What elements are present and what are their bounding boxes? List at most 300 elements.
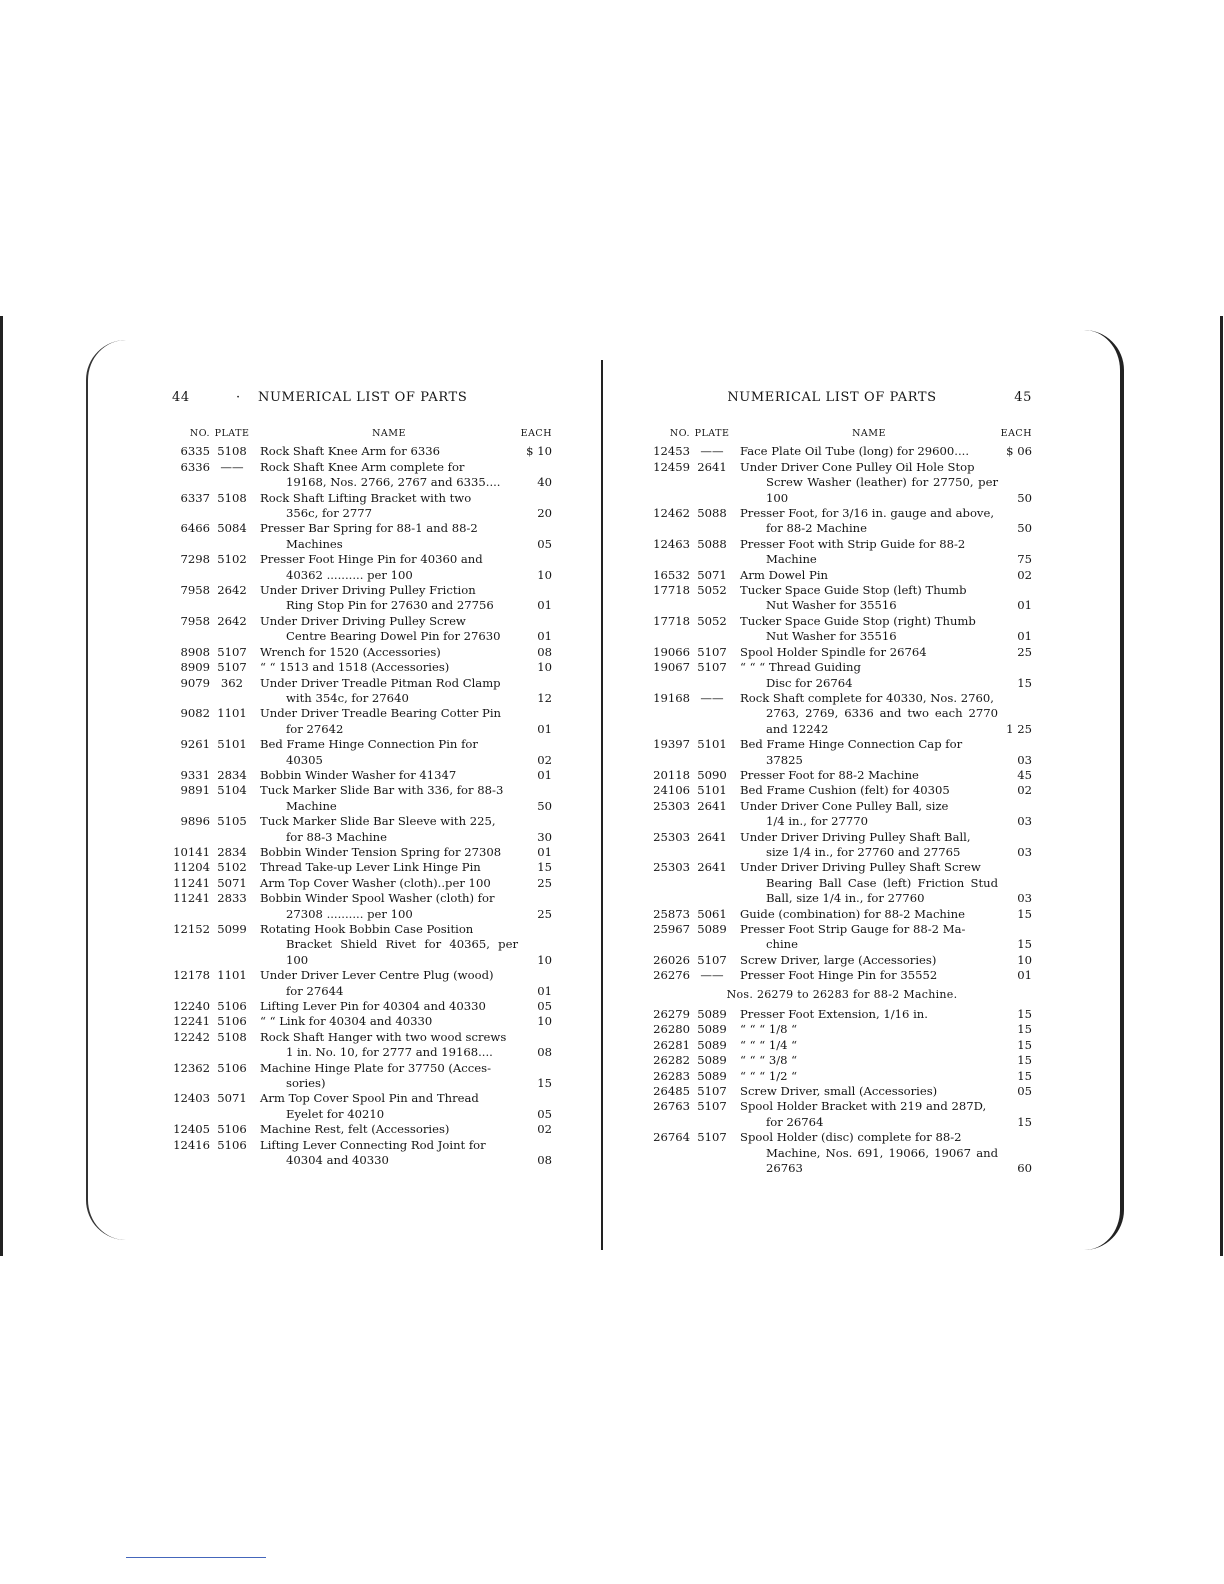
plate-number: 5106 xyxy=(217,1137,247,1152)
part-number: 12242 xyxy=(173,1029,210,1044)
price-each: 10 xyxy=(537,660,552,675)
part-name xyxy=(254,999,518,1014)
table-row xyxy=(652,660,1032,691)
plate-number: 5108 xyxy=(217,1029,247,1044)
part-number: 26764 xyxy=(653,1130,690,1145)
price-each: 1 25 xyxy=(1006,721,1032,736)
part-number: 25967 xyxy=(653,922,690,936)
parts-list-right-extensions xyxy=(652,1007,1032,1176)
part-name-continuation: Screw Washer (leather) for 27750, per 100 xyxy=(766,475,998,505)
page-title: NUMERICAL LIST OF PARTS xyxy=(258,390,468,405)
part-name xyxy=(254,1138,518,1169)
part-name-text: “ “ Link for 40304 and 40330 xyxy=(260,1014,433,1029)
table-row xyxy=(172,1122,552,1137)
plate-number: 5106 xyxy=(217,1060,247,1075)
plate-number: 5107 xyxy=(697,1130,727,1145)
table-row xyxy=(652,907,1032,922)
plate-number: 5101 xyxy=(697,737,727,752)
part-name-text: Lifting Lever Connecting Rod Joint for xyxy=(260,1137,486,1152)
table-row xyxy=(172,891,552,922)
part-name-continuation: 1 in. No. 10, for 2777 and 19168.... xyxy=(286,1045,493,1060)
part-name xyxy=(254,676,518,707)
plate-number: 5090 xyxy=(697,767,727,782)
column-headers xyxy=(652,426,1032,441)
part-name-continuation: 40304 and 40330 xyxy=(286,1153,389,1168)
part-name-text: Presser Foot Strip Gauge for 88-2 Ma- xyxy=(740,922,966,936)
part-name-text: Machine Hinge Plate for 37750 (Acces- xyxy=(260,1060,492,1075)
plate-number: 5107 xyxy=(217,660,247,675)
price-each: 30 xyxy=(537,829,552,844)
table-row xyxy=(172,491,552,522)
plate-number: 5106 xyxy=(217,999,247,1014)
table-row xyxy=(172,583,552,614)
part-name-text: Bed Frame Cushion (felt) for 40305 xyxy=(740,783,950,798)
part-number: 12152 xyxy=(173,922,210,936)
part-number: 12240 xyxy=(173,999,210,1014)
table-row xyxy=(172,460,552,491)
plate-number: 5084 xyxy=(217,521,247,536)
part-name-text: Under Driver Driving Pulley Friction xyxy=(260,583,476,598)
table-row xyxy=(652,444,1032,459)
price-each: 10 xyxy=(537,952,552,967)
price-each: 01 xyxy=(1017,968,1032,983)
part-name xyxy=(254,614,518,645)
table-row xyxy=(172,922,552,968)
part-name-text: Spool Holder Spindle for 26764 xyxy=(740,644,927,659)
price-each: 02 xyxy=(537,752,552,767)
price-each: 25 xyxy=(537,906,552,921)
part-name-continuation: Bearing Ball Case (left) Friction Stud Ball, size 1/4 in., for 27760 xyxy=(766,875,998,906)
part-name xyxy=(734,768,998,783)
table-row xyxy=(172,521,552,552)
part-name-text: Tuck Marker Slide Bar Sleeve with 225, xyxy=(260,814,496,829)
part-name-text: Bobbin Winder Washer for 41347 xyxy=(260,767,457,782)
part-name-continuation: sories) xyxy=(286,1076,326,1091)
plate-number: 5107 xyxy=(697,660,727,675)
part-name-text: Presser Foot Extension, 1/16 in. xyxy=(740,1007,928,1022)
price-each: 40 xyxy=(537,475,552,490)
left-scan-edge xyxy=(0,316,3,1256)
right-scan-edge xyxy=(1220,316,1223,1256)
plate-number: 5106 xyxy=(217,1014,247,1029)
table-row xyxy=(172,999,552,1014)
price-each: 05 xyxy=(537,1106,552,1121)
part-name-continuation: Ring Stop Pin for 27630 and 27756 xyxy=(286,598,494,613)
part-number: 12362 xyxy=(173,1060,210,1075)
price-each: 03 xyxy=(1017,752,1032,767)
price-each: 08 xyxy=(537,1045,552,1060)
part-name xyxy=(734,568,998,583)
part-name xyxy=(734,537,998,568)
part-name-text: Guide (combination) for 88-2 Machine xyxy=(740,906,965,921)
part-name xyxy=(734,1007,998,1022)
table-row xyxy=(652,506,1032,537)
part-name-text: Rock Shaft Lifting Bracket with two xyxy=(260,490,472,505)
part-name-continuation: 356c, for 2777 xyxy=(286,506,372,521)
part-name xyxy=(734,614,998,645)
table-row xyxy=(652,583,1032,614)
table-row xyxy=(652,1038,1032,1053)
part-name xyxy=(254,660,518,675)
part-number: 16532 xyxy=(653,567,690,582)
plate-number: 5106 xyxy=(217,1122,247,1137)
part-name-continuation: 2763, 2769, 6336 and two each 2770 and 12242 xyxy=(766,706,998,736)
right-running-head xyxy=(652,390,1032,412)
table-row xyxy=(652,1053,1032,1068)
table-row xyxy=(652,645,1032,660)
part-name xyxy=(254,1091,518,1122)
table-row xyxy=(652,537,1032,568)
price-each: 45 xyxy=(1017,767,1032,782)
part-name xyxy=(254,444,518,459)
price-each: 15 xyxy=(1017,1022,1032,1037)
price-each: 10 xyxy=(1017,952,1032,967)
part-name-continuation: 37825 xyxy=(766,752,803,767)
part-name xyxy=(734,968,998,983)
part-name xyxy=(254,891,518,922)
part-number: 26485 xyxy=(653,1084,690,1099)
part-name-text: “ “ “ 1/8 “ xyxy=(740,1022,798,1037)
plate-number: 5105 xyxy=(217,814,247,829)
table-row xyxy=(172,1014,552,1029)
part-name-text: Bobbin Winder Tension Spring for 27308 xyxy=(260,844,502,859)
part-name-text: Presser Foot Hinge Pin for 40360 and xyxy=(260,552,483,567)
table-row xyxy=(652,1022,1032,1037)
part-name-continuation: 19168, Nos. 2766, 2767 and 6335.... xyxy=(286,475,501,490)
part-name xyxy=(254,737,518,768)
price-each: 60 xyxy=(1017,1161,1032,1176)
price-each: 15 xyxy=(1017,906,1032,921)
right-page xyxy=(652,390,1032,1177)
part-name-text: Rock Shaft Knee Arm for 6336 xyxy=(260,444,441,459)
plate-number: 5101 xyxy=(217,737,247,752)
price-each: 25 xyxy=(1017,644,1032,659)
part-number: 7298 xyxy=(180,552,210,567)
part-number: 6466 xyxy=(180,521,210,536)
table-row xyxy=(172,660,552,675)
part-name-text: Bobbin Winder Spool Washer (cloth) for xyxy=(260,891,495,906)
plate-number: 2641 xyxy=(697,860,727,875)
table-row xyxy=(652,737,1032,768)
part-name xyxy=(734,645,998,660)
price-each: 03 xyxy=(1017,844,1032,859)
plate-number: 5104 xyxy=(217,783,247,798)
price-each: 15 xyxy=(537,860,552,875)
page-curl-right xyxy=(1080,330,1124,1250)
part-name-text: Rotating Hook Bobbin Case Position xyxy=(260,922,474,936)
table-row xyxy=(172,1138,552,1169)
part-name-text: Under Driver Treadle Bearing Cotter Pin xyxy=(260,706,502,721)
price-each: 01 xyxy=(1017,598,1032,613)
part-number: 25303 xyxy=(653,798,690,813)
part-number: 26763 xyxy=(653,1099,690,1114)
part-name xyxy=(734,444,998,459)
table-row xyxy=(172,814,552,845)
part-name xyxy=(734,783,998,798)
plate-number: 5108 xyxy=(217,490,247,505)
plate-number: 5089 xyxy=(697,1022,727,1037)
table-row xyxy=(652,799,1032,830)
part-number: 12463 xyxy=(653,536,690,551)
price-each: 15 xyxy=(1017,1007,1032,1022)
table-row xyxy=(172,1030,552,1061)
part-number: 26276 xyxy=(653,968,690,983)
table-row xyxy=(172,768,552,783)
plate-number: 5099 xyxy=(217,922,247,936)
plate-number: 5107 xyxy=(697,644,727,659)
table-row xyxy=(652,1069,1032,1084)
plate-number: 2641 xyxy=(697,798,727,813)
table-row xyxy=(172,552,552,583)
price-each: 10 xyxy=(537,567,552,582)
price-each: 01 xyxy=(1017,629,1032,644)
part-name-continuation: Eyelet for 40210 xyxy=(286,1106,385,1121)
page-title: NUMERICAL LIST OF PARTS xyxy=(727,390,937,405)
part-name-text: “ “ 1513 and 1518 (Accessories) xyxy=(260,660,450,675)
part-number: 11241 xyxy=(173,891,210,906)
part-number: 26279 xyxy=(653,1007,690,1022)
table-row xyxy=(652,614,1032,645)
plate-number: 5107 xyxy=(697,1099,727,1114)
left-page xyxy=(172,390,552,1169)
part-name-text: Under Driver Cone Pulley Oil Hole Stop xyxy=(740,459,975,474)
part-name xyxy=(254,460,518,491)
part-name-continuation: 1/4 in., for 27770 xyxy=(766,814,868,829)
part-name-continuation: Machine xyxy=(286,798,337,813)
col-name: NAME xyxy=(852,428,886,439)
table-row xyxy=(172,737,552,768)
price-each: 01 xyxy=(537,844,552,859)
part-name-text: Under Driver Cone Pulley Ball, size xyxy=(740,798,949,813)
part-name xyxy=(734,583,998,614)
part-number: 8908 xyxy=(180,644,210,659)
part-name xyxy=(254,922,518,968)
part-name-continuation: Machines xyxy=(286,536,343,551)
part-number: 25873 xyxy=(653,906,690,921)
part-name xyxy=(734,907,998,922)
part-name-text: Spool Holder (disc) complete for 88-2 xyxy=(740,1130,962,1145)
part-name-text: Wrench for 1520 (Accessories) xyxy=(260,644,441,659)
plate-number: 5102 xyxy=(217,552,247,567)
part-name-text: Presser Bar Spring for 88-1 and 88-2 xyxy=(260,521,478,536)
plate-number: 5107 xyxy=(217,644,247,659)
plate-number: 5089 xyxy=(697,1068,727,1083)
part-name-text: Under Driver Driving Pulley Shaft Screw xyxy=(740,860,981,875)
part-name xyxy=(254,521,518,552)
part-number: 19067 xyxy=(653,660,690,675)
part-name xyxy=(254,706,518,737)
plate-number: 5071 xyxy=(217,1091,247,1106)
col-plate: PLATE xyxy=(214,428,250,439)
plate-number: 5089 xyxy=(697,922,727,936)
plate-number: 1101 xyxy=(217,968,247,983)
part-number: 10141 xyxy=(173,844,210,859)
part-name-text: Screw Driver, large (Accessories) xyxy=(740,952,937,967)
left-running-head xyxy=(172,390,552,412)
price-each: 01 xyxy=(537,629,552,644)
part-name xyxy=(734,922,998,953)
parts-list-left xyxy=(172,444,552,1168)
part-name xyxy=(734,1038,998,1053)
part-name xyxy=(734,1084,998,1099)
part-number: 7958 xyxy=(180,583,210,598)
plate-number: 2642 xyxy=(217,613,247,628)
table-row xyxy=(652,460,1032,506)
part-name xyxy=(254,814,518,845)
part-name-text: Bed Frame Hinge Connection Cap for xyxy=(740,737,963,752)
center-gutter-line xyxy=(601,360,603,1250)
part-name xyxy=(734,737,998,768)
part-name xyxy=(254,876,518,891)
part-name-continuation: 40305 xyxy=(286,752,323,767)
part-name-continuation: Machine xyxy=(766,552,817,567)
plate-number: —— xyxy=(700,968,724,983)
part-name-continuation: for 88-3 Machine xyxy=(286,829,388,844)
part-name xyxy=(734,1053,998,1068)
part-name xyxy=(254,845,518,860)
part-name xyxy=(734,830,998,861)
table-row xyxy=(172,876,552,891)
plate-number: 2834 xyxy=(217,767,247,782)
price-each: 15 xyxy=(1017,1068,1032,1083)
part-name xyxy=(254,645,518,660)
price-each: 03 xyxy=(1017,814,1032,829)
column-headers xyxy=(172,426,552,441)
price-each: 15 xyxy=(1017,1114,1032,1129)
price-each: 75 xyxy=(1017,552,1032,567)
col-name: NAME xyxy=(372,428,406,439)
part-number: 20118 xyxy=(653,767,690,782)
col-each: EACH xyxy=(520,428,552,439)
part-name-text: Presser Foot for 88-2 Machine xyxy=(740,767,919,782)
table-row xyxy=(172,845,552,860)
part-number: 9079 xyxy=(180,675,210,690)
price-each: 15 xyxy=(1017,675,1032,690)
part-name-text: Presser Foot with Strip Guide for 88-2 xyxy=(740,536,966,551)
part-number: 25303 xyxy=(653,829,690,844)
table-row xyxy=(172,1061,552,1092)
part-name xyxy=(254,968,518,999)
part-name-text: Under Driver Driving Pulley Screw xyxy=(260,613,466,628)
part-number: 11241 xyxy=(173,875,210,890)
price-each: 01 xyxy=(537,983,552,998)
part-name xyxy=(254,783,518,814)
price-each: 50 xyxy=(537,798,552,813)
part-name-text: “ “ “ 1/4 “ xyxy=(740,1037,798,1052)
part-number: 12241 xyxy=(173,1014,210,1029)
col-plate: PLATE xyxy=(694,428,730,439)
part-number: 17718 xyxy=(653,583,690,598)
price-each: 02 xyxy=(1017,783,1032,798)
part-number: 12453 xyxy=(653,444,690,459)
plate-number: 5052 xyxy=(697,613,727,628)
plate-number: 5102 xyxy=(217,860,247,875)
price-each: 08 xyxy=(537,644,552,659)
part-name-text: Bed Frame Hinge Connection Pin for xyxy=(260,737,478,752)
part-name-text: Presser Foot Hinge Pin for 35552 xyxy=(740,968,938,983)
price-each: 15 xyxy=(1017,1037,1032,1052)
part-name xyxy=(734,660,998,691)
part-number: 17718 xyxy=(653,613,690,628)
table-row xyxy=(172,645,552,660)
part-name xyxy=(254,860,518,875)
plate-number: 5089 xyxy=(697,1037,727,1052)
table-row xyxy=(652,768,1032,783)
part-number: 26026 xyxy=(653,952,690,967)
price-each: 03 xyxy=(1017,891,1032,906)
part-name-text: Tucker Space Guide Stop (right) Thumb xyxy=(740,613,976,628)
table-row xyxy=(172,706,552,737)
price-each: 01 xyxy=(537,721,552,736)
part-name xyxy=(734,799,998,830)
col-no: NO. xyxy=(189,428,210,439)
plate-number: 5107 xyxy=(697,952,727,967)
part-name xyxy=(734,1130,998,1176)
part-number: 8909 xyxy=(180,660,210,675)
part-number: 6335 xyxy=(180,444,210,459)
table-row xyxy=(652,922,1032,953)
part-name xyxy=(734,1022,998,1037)
part-number: 19397 xyxy=(653,737,690,752)
plate-number: 1101 xyxy=(217,706,247,721)
price-each: 10 xyxy=(537,1014,552,1029)
price-each: 25 xyxy=(537,875,552,890)
part-number: 9331 xyxy=(180,767,210,782)
part-name-text: Arm Top Cover Washer (cloth)..per 100 xyxy=(260,875,491,890)
page-number: 45 xyxy=(1014,390,1032,405)
section-heading: Nos. 26279 to 26283 for 88-2 Machine. xyxy=(726,987,958,1001)
part-number: 12403 xyxy=(173,1091,210,1106)
part-name-text: Rock Shaft complete for 40330, Nos. 2760, xyxy=(740,690,994,705)
plate-number: 5088 xyxy=(697,536,727,551)
part-name-text: Machine Rest, felt (Accessories) xyxy=(260,1122,450,1137)
part-number: 12459 xyxy=(653,459,690,474)
price-each: 08 xyxy=(537,1153,552,1168)
page-curl-left xyxy=(86,340,128,1240)
part-name-text: Arm Dowel Pin xyxy=(740,567,829,582)
part-number: 26283 xyxy=(653,1068,690,1083)
table-row xyxy=(172,1091,552,1122)
part-name-text: Under Driver Treadle Pitman Rod Clamp xyxy=(260,675,501,690)
part-name-text: “ “ “ 1/2 “ xyxy=(740,1068,798,1083)
part-name-text: “ “ “ Thread Guiding xyxy=(740,660,861,675)
part-name-text: Lifting Lever Pin for 40304 and 40330 xyxy=(260,999,486,1014)
table-row xyxy=(652,1130,1032,1176)
part-name-continuation: Bracket Shield Rivet for 40365, per 100 xyxy=(286,937,518,967)
part-number: 12405 xyxy=(173,1122,210,1137)
bullet: · xyxy=(236,390,241,405)
part-name xyxy=(734,506,998,537)
part-name xyxy=(734,691,998,737)
part-name-text: Under Driver Lever Centre Plug (wood) xyxy=(260,968,494,983)
table-row xyxy=(652,968,1032,983)
part-name-text: Screw Driver, small (Accessories) xyxy=(740,1084,938,1099)
table-row xyxy=(172,968,552,999)
table-row xyxy=(652,1007,1032,1022)
table-row xyxy=(652,860,1032,906)
table-row xyxy=(652,568,1032,583)
table-row xyxy=(172,676,552,707)
price-each: 12 xyxy=(537,690,552,705)
plate-number: 5071 xyxy=(697,567,727,582)
plate-number: —— xyxy=(700,444,724,459)
page-number: 44 xyxy=(172,390,190,405)
part-name-continuation: Machine, Nos. 691, 19066, 19067 and 26763 xyxy=(766,1145,998,1176)
part-number: 9261 xyxy=(180,737,210,752)
price-each: 50 xyxy=(1017,521,1032,536)
part-number: 6337 xyxy=(180,490,210,505)
plate-number: 2833 xyxy=(217,891,247,906)
